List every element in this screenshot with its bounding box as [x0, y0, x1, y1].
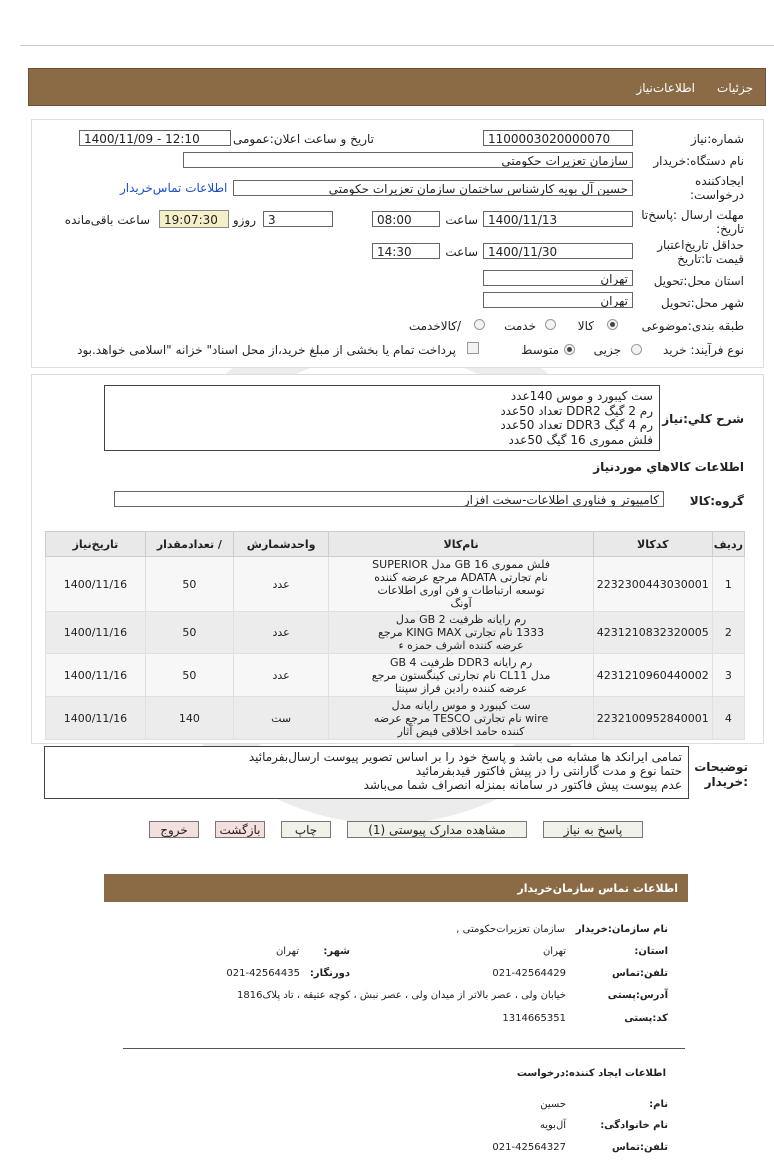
category-label: طبقه بندی:موضوعی — [641, 319, 744, 333]
send-time-field: 08:00 — [372, 211, 440, 227]
fax-label: دورنگار: — [309, 968, 350, 979]
buyer-note-line: عدم پیوست پیش فاکتور در سامانه بمنزله انصراف شما می‌باشد — [363, 778, 682, 792]
cell-name-line: wire نام تجارتی TESCO مرجع عرضه — [373, 711, 549, 725]
category-goods-label: کالا — [577, 319, 594, 333]
province-label: استان محل:تحویل — [653, 274, 744, 288]
table-row — [46, 612, 745, 654]
validity-time-field: 14:30 — [372, 243, 440, 259]
cell-name-line: رم رایانه ظرفیت 2 GB مدل — [395, 613, 527, 626]
cell-unit: عدد — [233, 654, 328, 697]
need-number-label: شماره:نیاز — [690, 132, 744, 146]
creator-info-title: اطلاعات ایجاد کننده:درخواست — [516, 1068, 666, 1079]
send-deadline-label-1: مهلت ارسال :پاسخ‌تا — [641, 208, 744, 222]
back-button[interactable]: بازگشت — [215, 821, 265, 838]
goods-group-label: گروه:کالا — [689, 494, 744, 508]
creator-label-1: ایجادکننده — [695, 174, 744, 188]
goods-table — [45, 531, 745, 740]
contact-city-value: تهران — [275, 946, 299, 957]
cell-name-line: فلش مموری 16 GB مدل SUPERIOR — [372, 558, 550, 571]
address-value: خیابان ولی ، عصر بالاتر از میدان ولی ، عصر نبش ، کوچه عتیقه ، تاد پلاک1816 — [237, 990, 566, 1001]
col-qty: / تعدادمقدار — [145, 532, 233, 557]
table-row — [46, 654, 745, 697]
category-service-radio[interactable] — [545, 319, 556, 330]
buyer-notes-box — [44, 746, 689, 799]
process-minor-radio[interactable] — [631, 344, 642, 355]
goods-info-title: اطلاعات کالاهاي موردنياز — [593, 460, 744, 474]
org-value: سازمان تعزیرات‌حکومتی , — [456, 924, 565, 935]
buyer-notes-label-1: توضیحات — [694, 760, 748, 774]
cell-date: 1400/11/16 — [46, 557, 146, 612]
cell-qty: 50 — [145, 654, 233, 697]
cell-unit: عدد — [233, 557, 328, 612]
days-field: 3 — [263, 211, 333, 227]
creator-field: حسین آل بویه کارشناس ساختمان سازمان تعزیرات حکومتی — [233, 180, 633, 196]
send-date-field: 1400/11/13 — [483, 211, 633, 227]
cell-code: 2232300443030001 — [593, 557, 712, 612]
validity-time-label: ساعت — [445, 245, 478, 259]
category-goods-service-label: /کالاخدمت — [408, 319, 461, 333]
creator-family-label: نام خانوادگی: — [600, 1120, 668, 1131]
tab-need-info[interactable]: اطلاعات‌نیاز — [636, 81, 695, 95]
cell-name-line: کننده حامد اخلاقی فیض آثار — [397, 724, 525, 738]
cell-name — [329, 697, 593, 740]
general-desc-line: رم 4 گیگ DDR3 تعداد 50عدد — [500, 418, 653, 432]
col-row: ردیف — [712, 532, 744, 557]
announce-label: تاریخ و ساعت اعلان:عمومی — [232, 132, 374, 146]
buyer-note-line: حتما نوع و مدت گارانتی را در پیش فاکتور قیدبفرمائید — [415, 764, 682, 778]
buyer-contact-link[interactable]: اطلاعات تماس‌خریدار — [120, 181, 228, 195]
category-goods-service-radio[interactable] — [474, 319, 485, 330]
exit-button[interactable]: خروج — [149, 821, 199, 838]
treasury-payment-checkbox[interactable] — [467, 342, 479, 354]
print-button[interactable]: چاپ — [281, 821, 331, 838]
col-unit: واحدشمارش — [233, 532, 328, 557]
announce-field: 1400/11/09 - 12:10 — [79, 130, 231, 146]
creator-name-label: نام: — [649, 1099, 668, 1110]
cell-unit: عدد — [233, 612, 328, 654]
contact-city-label: شهر: — [323, 946, 350, 957]
send-deadline-label-2: تاریخ: — [716, 222, 744, 236]
cell-row: 1 — [712, 557, 744, 612]
contact-header — [104, 874, 688, 902]
creator-name-value: حسین — [540, 1099, 566, 1110]
category-goods-radio[interactable] — [607, 319, 618, 330]
cell-name-line: رم رایانه DDR3 ظرفیت 4 GB — [389, 655, 533, 669]
province-field: تهران — [483, 270, 633, 286]
cell-name — [329, 557, 593, 612]
reply-button[interactable]: پاسخ به نیاز — [543, 821, 643, 838]
category-service-label: خدمت — [504, 319, 536, 333]
cell-name-line: عرضه کننده رادین فراز سپنتا — [394, 681, 528, 695]
contact-province-value: تهران — [542, 946, 566, 957]
cell-qty: 50 — [145, 612, 233, 654]
table-row — [46, 697, 745, 740]
general-desc-label: شرح کلي:نياز — [662, 412, 744, 426]
table-header-row — [46, 532, 745, 557]
process-medium-label: متوسط — [521, 343, 559, 357]
postal-label: کد:پستی — [624, 1013, 668, 1024]
min-validity-label-2: قیمت تا:تاریخ — [677, 252, 744, 266]
cell-name-line: نام تجارتی ADATA مرجع عرضه کننده — [374, 571, 548, 584]
validity-date-field: 1400/11/30 — [483, 243, 633, 259]
cell-qty: 50 — [145, 557, 233, 612]
col-code: کدکالا — [593, 532, 712, 557]
general-desc-box — [104, 385, 660, 451]
remaining-label: ساعت باقی‌مانده — [64, 213, 150, 227]
time-label: ساعت — [445, 213, 478, 227]
contact-title: اطلاعات تماس سازمان‌خریدار — [517, 882, 678, 895]
process-medium-radio[interactable] — [564, 344, 575, 355]
city-field: تهران — [483, 292, 633, 308]
creator-family-value: آل‌بویه — [539, 1120, 566, 1131]
col-date: تاریخ‌نیاز — [46, 532, 146, 557]
min-validity-label-1: حداقل تاریخ‌اعتبار — [657, 238, 744, 252]
cell-name-line: 1333 نام تجارتی KING MAX مرجع — [377, 626, 545, 639]
contact-phone-value: 021-42564429 — [492, 968, 566, 979]
col-name: نام‌کالا — [329, 532, 593, 557]
day-label: روزو — [232, 213, 256, 227]
buyer-org-field: سازمان تعزیرات حکومتی — [183, 152, 633, 168]
creator-phone-value: 021-42564327 — [492, 1142, 566, 1153]
buyer-org-label: نام دستگاه:خریدار — [653, 154, 744, 168]
cell-code: 4231210832320005 — [593, 612, 712, 654]
cell-date: 1400/11/16 — [46, 697, 146, 740]
creator-label-2: درخواست: — [690, 188, 744, 202]
cell-name-line: عرضه کننده اشرف حمزه ء — [398, 639, 524, 652]
general-desc-line: ست کیبورد و موس 140عدد — [510, 389, 653, 403]
cell-unit: ست — [233, 697, 328, 740]
treasury-payment-text: پرداخت تمام یا بخشی از مبلغ خرید،از محل اسناد" خزانه "اسلامی خواهد.بود — [77, 343, 456, 357]
general-desc-line: رم 2 گیگ DDR2 تعداد 50عدد — [500, 403, 653, 418]
address-label: آدرس:پستی — [607, 990, 668, 1001]
buyer-notes-label-2: :خریدار — [704, 775, 748, 789]
fax-value: 021-42564435 — [226, 968, 300, 979]
cell-row: 3 — [712, 654, 744, 697]
cell-code: 4231210960440002 — [593, 654, 712, 697]
page-header — [28, 68, 766, 106]
contact-province-label: استان: — [634, 946, 668, 957]
process-minor-label: جزیی — [593, 343, 621, 357]
cell-name-line: ست کیبورد و موس رایانه مدل — [391, 698, 531, 712]
city-label: شهر محل:تحویل — [660, 296, 744, 310]
table-row — [46, 557, 745, 612]
cell-name — [329, 654, 593, 697]
need-number-field: 1100003020000070 — [483, 130, 633, 146]
cell-row: 2 — [712, 612, 744, 654]
cell-name — [329, 612, 593, 654]
cell-name-line: مدل CL11 نام تجارتی کینگستون مرجع — [371, 668, 551, 682]
cell-date: 1400/11/16 — [46, 612, 146, 654]
remaining-time: 19:07:30 — [159, 210, 229, 228]
process-label: نوع فرآیند: خرید — [663, 343, 744, 357]
buyer-note-line: تمامی ایرانکد ها مشابه می باشد و پاسخ خود را بر اساس تصویر پیوست ارسال‌بفرمائید — [248, 750, 682, 764]
cell-qty: 140 — [145, 697, 233, 740]
cell-name-line: آونگ — [450, 597, 472, 610]
view-attachments-button[interactable]: مشاهده مدارک پیوستی (1) — [347, 821, 527, 838]
general-desc-line: فلش مموری 16 گیگ 50عدد — [508, 432, 653, 447]
creator-phone-label: تلفن:تماس — [611, 1142, 668, 1153]
org-label: نام سازمان:خریدار — [575, 924, 668, 935]
tab-details[interactable]: جزئیات — [717, 81, 753, 95]
goods-group-field: کامپیوتر و فناوری اطلاعات-سخت افزار — [114, 491, 664, 507]
cell-row: 4 — [712, 697, 744, 740]
cell-name-line: توسعه ارتباطات و فن اوری اطلاعات — [377, 584, 545, 597]
contact-phone-label: تلفن:تماس — [611, 968, 668, 979]
top-divider — [20, 45, 774, 46]
postal-value: 1314665351 — [502, 1013, 566, 1024]
cell-code: 2232100952840001 — [593, 697, 712, 740]
cell-date: 1400/11/16 — [46, 654, 146, 697]
contact-divider — [123, 1048, 685, 1049]
